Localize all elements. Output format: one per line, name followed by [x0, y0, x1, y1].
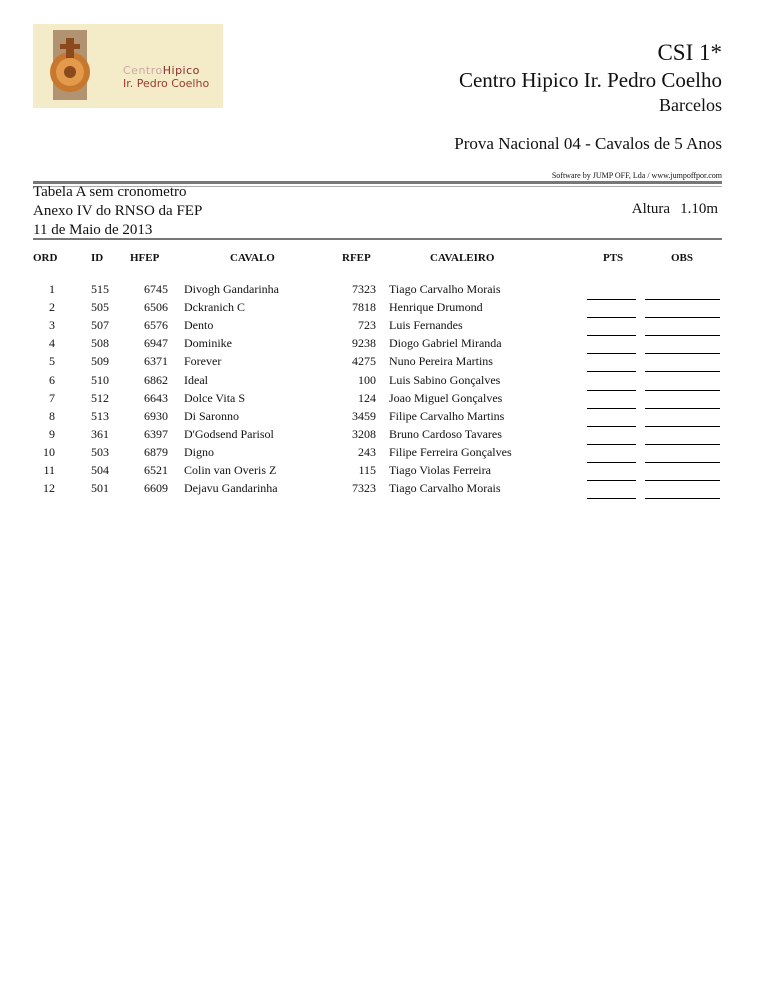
cell-rfep: 100 — [358, 373, 376, 387]
pts-entry-line — [587, 299, 636, 300]
cell-hfep: 6643 — [144, 391, 168, 405]
software-credit: Software by JUMP OFF, Lda / www.jumpoffpor.com — [551, 171, 722, 180]
logo-subtext: Ir. Pedro Coelho — [123, 77, 210, 90]
cell-rfep: 7323 — [352, 481, 376, 495]
pts-entry-line — [587, 462, 636, 463]
cell-cavalo: Divogh Gandarinha — [184, 282, 279, 296]
obs-entry-line — [645, 317, 720, 318]
cell-cavaleiro: Filipe Carvalho Martins — [389, 409, 505, 423]
pts-entry-line — [587, 390, 636, 391]
cell-rfep: 4275 — [352, 354, 376, 368]
cell-hfep: 6947 — [144, 336, 168, 350]
column-header-id: ID — [91, 252, 104, 264]
obs-entry-line — [645, 498, 720, 499]
cell-cavalo: Dolce Vita S — [184, 391, 246, 405]
cell-ord: 2 — [49, 300, 55, 314]
cell-ord: 7 — [49, 391, 55, 405]
cell-cavaleiro: Luis Sabino Gonçalves — [389, 373, 501, 387]
cell-ord: 1 — [49, 282, 55, 296]
cell-rfep: 723 — [358, 318, 376, 332]
cell-rfep: 9238 — [352, 336, 376, 350]
cell-hfep: 6506 — [144, 300, 168, 314]
cell-cavaleiro: Henrique Drumond — [389, 300, 483, 314]
cell-cavaleiro: Joao Miguel Gonçalves — [389, 391, 503, 405]
cell-cavalo: Ideal — [184, 373, 208, 387]
pts-entry-line — [587, 444, 636, 445]
cell-cavaleiro: Tiago Violas Ferreira — [389, 463, 491, 477]
cell-id: 508 — [91, 336, 109, 350]
cell-ord: 12 — [43, 481, 55, 495]
cell-cavalo: Colin van Overis Z — [184, 463, 277, 477]
cell-id: 512 — [91, 391, 109, 405]
cell-ord: 5 — [49, 354, 55, 368]
obs-entry-line — [645, 408, 720, 409]
cell-cavaleiro: Tiago Carvalho Morais — [389, 481, 501, 495]
pts-entry-line — [587, 408, 636, 409]
cell-hfep: 6745 — [144, 282, 168, 296]
rules-annex: Anexo IV do RNSO da FEP — [33, 203, 203, 219]
event-date: 11 de Maio de 2013 — [33, 222, 153, 238]
height-info — [632, 201, 718, 218]
column-header-cavalo: CAVALO — [230, 252, 275, 264]
obs-entry-line — [645, 444, 720, 445]
cell-hfep: 6397 — [144, 427, 168, 441]
cell-ord: 8 — [49, 409, 55, 423]
event-title: CSI 1* — [657, 40, 722, 65]
cell-rfep: 7323 — [352, 282, 376, 296]
venue-logo — [33, 24, 223, 108]
pts-entry-line — [587, 335, 636, 336]
cell-cavalo: Dento — [184, 318, 214, 332]
venue-name: Centro Hipico Ir. Pedro Coelho — [458, 68, 722, 92]
pts-entry-line — [587, 371, 636, 372]
cell-rfep: 243 — [358, 445, 376, 459]
cell-cavalo: D'Godsend Parisol — [184, 427, 274, 441]
cell-cavaleiro: Bruno Cardoso Tavares — [389, 427, 502, 441]
logo-text-b: Hipico — [162, 64, 200, 77]
logo-text — [123, 64, 200, 77]
obs-entry-line — [645, 299, 720, 300]
cell-id: 503 — [91, 445, 109, 459]
obs-entry-line — [645, 335, 720, 336]
cell-cavalo: Dejavu Gandarinha — [184, 481, 278, 495]
cell-id: 509 — [91, 354, 109, 368]
column-header-rfep: RFEP — [342, 252, 371, 264]
column-header-hfep: HFEP — [130, 252, 160, 264]
cell-ord: 9 — [49, 427, 55, 441]
obs-entry-line — [645, 480, 720, 481]
column-header-pts: PTS — [603, 252, 624, 264]
cell-cavalo: Digno — [184, 445, 214, 459]
cell-hfep: 6521 — [144, 463, 168, 477]
obs-entry-line — [645, 390, 720, 391]
cell-cavaleiro: Nuno Pereira Martins — [389, 354, 493, 368]
pts-entry-line — [587, 317, 636, 318]
pts-entry-line — [587, 480, 636, 481]
competition-name: Prova Nacional 04 - Cavalos de 5 Anos — [454, 134, 722, 153]
cell-cavalo: Forever — [184, 354, 222, 368]
cell-hfep: 6576 — [144, 318, 168, 332]
cell-id: 507 — [91, 318, 109, 332]
header-divider — [33, 238, 722, 240]
cell-cavalo: Dckranich C — [184, 300, 245, 314]
cell-hfep: 6879 — [144, 445, 168, 459]
height-value: 1.10m — [680, 201, 718, 217]
pts-entry-line — [587, 353, 636, 354]
cell-rfep: 3459 — [352, 409, 376, 423]
cell-cavaleiro: Luis Fernandes — [389, 318, 463, 332]
cell-id: 505 — [91, 300, 109, 314]
height-label: Altura — [631, 201, 671, 217]
table-type: Tabela A sem cronometro — [33, 184, 187, 200]
cell-id: 510 — [91, 373, 109, 387]
cell-cavaleiro: Tiago Carvalho Morais — [389, 282, 501, 296]
cell-cavalo: Dominike — [184, 336, 232, 350]
column-header-obs: OBS — [671, 252, 694, 264]
cell-ord: 3 — [49, 318, 55, 332]
cell-hfep: 6371 — [144, 354, 168, 368]
cell-id: 513 — [91, 409, 109, 423]
column-header-cavaleiro: CAVALEIRO — [430, 252, 495, 264]
cell-ord: 10 — [43, 445, 55, 459]
cell-id: 501 — [91, 481, 109, 495]
obs-entry-line — [645, 353, 720, 354]
cell-cavalo: Di Saronno — [184, 409, 239, 423]
cell-id: 515 — [91, 282, 109, 296]
cell-hfep: 6609 — [144, 481, 168, 495]
pts-entry-line — [587, 498, 636, 499]
cell-id: 361 — [91, 427, 109, 441]
pts-entry-line — [587, 426, 636, 427]
cell-hfep: 6862 — [144, 373, 168, 387]
cell-rfep: 124 — [358, 391, 376, 405]
cell-cavaleiro: Diogo Gabriel Miranda — [389, 336, 502, 350]
column-header-ord: ORD — [33, 252, 58, 264]
cell-id: 504 — [91, 463, 109, 477]
cell-rfep: 3208 — [352, 427, 376, 441]
cell-ord: 6 — [49, 373, 55, 387]
cell-ord: 11 — [43, 463, 55, 477]
cell-ord: 4 — [49, 336, 55, 350]
competition-info — [33, 183, 202, 240]
city-name: Barcelos — [659, 95, 722, 115]
obs-entry-line — [645, 462, 720, 463]
obs-entry-line — [645, 426, 720, 427]
cell-rfep: 7818 — [352, 300, 376, 314]
cell-cavaleiro: Filipe Ferreira Gonçalves — [389, 445, 512, 459]
cell-rfep: 115 — [358, 463, 376, 477]
obs-entry-line — [645, 371, 720, 372]
cell-hfep: 6930 — [144, 409, 168, 423]
logo-text-a: Centro — [123, 64, 163, 77]
